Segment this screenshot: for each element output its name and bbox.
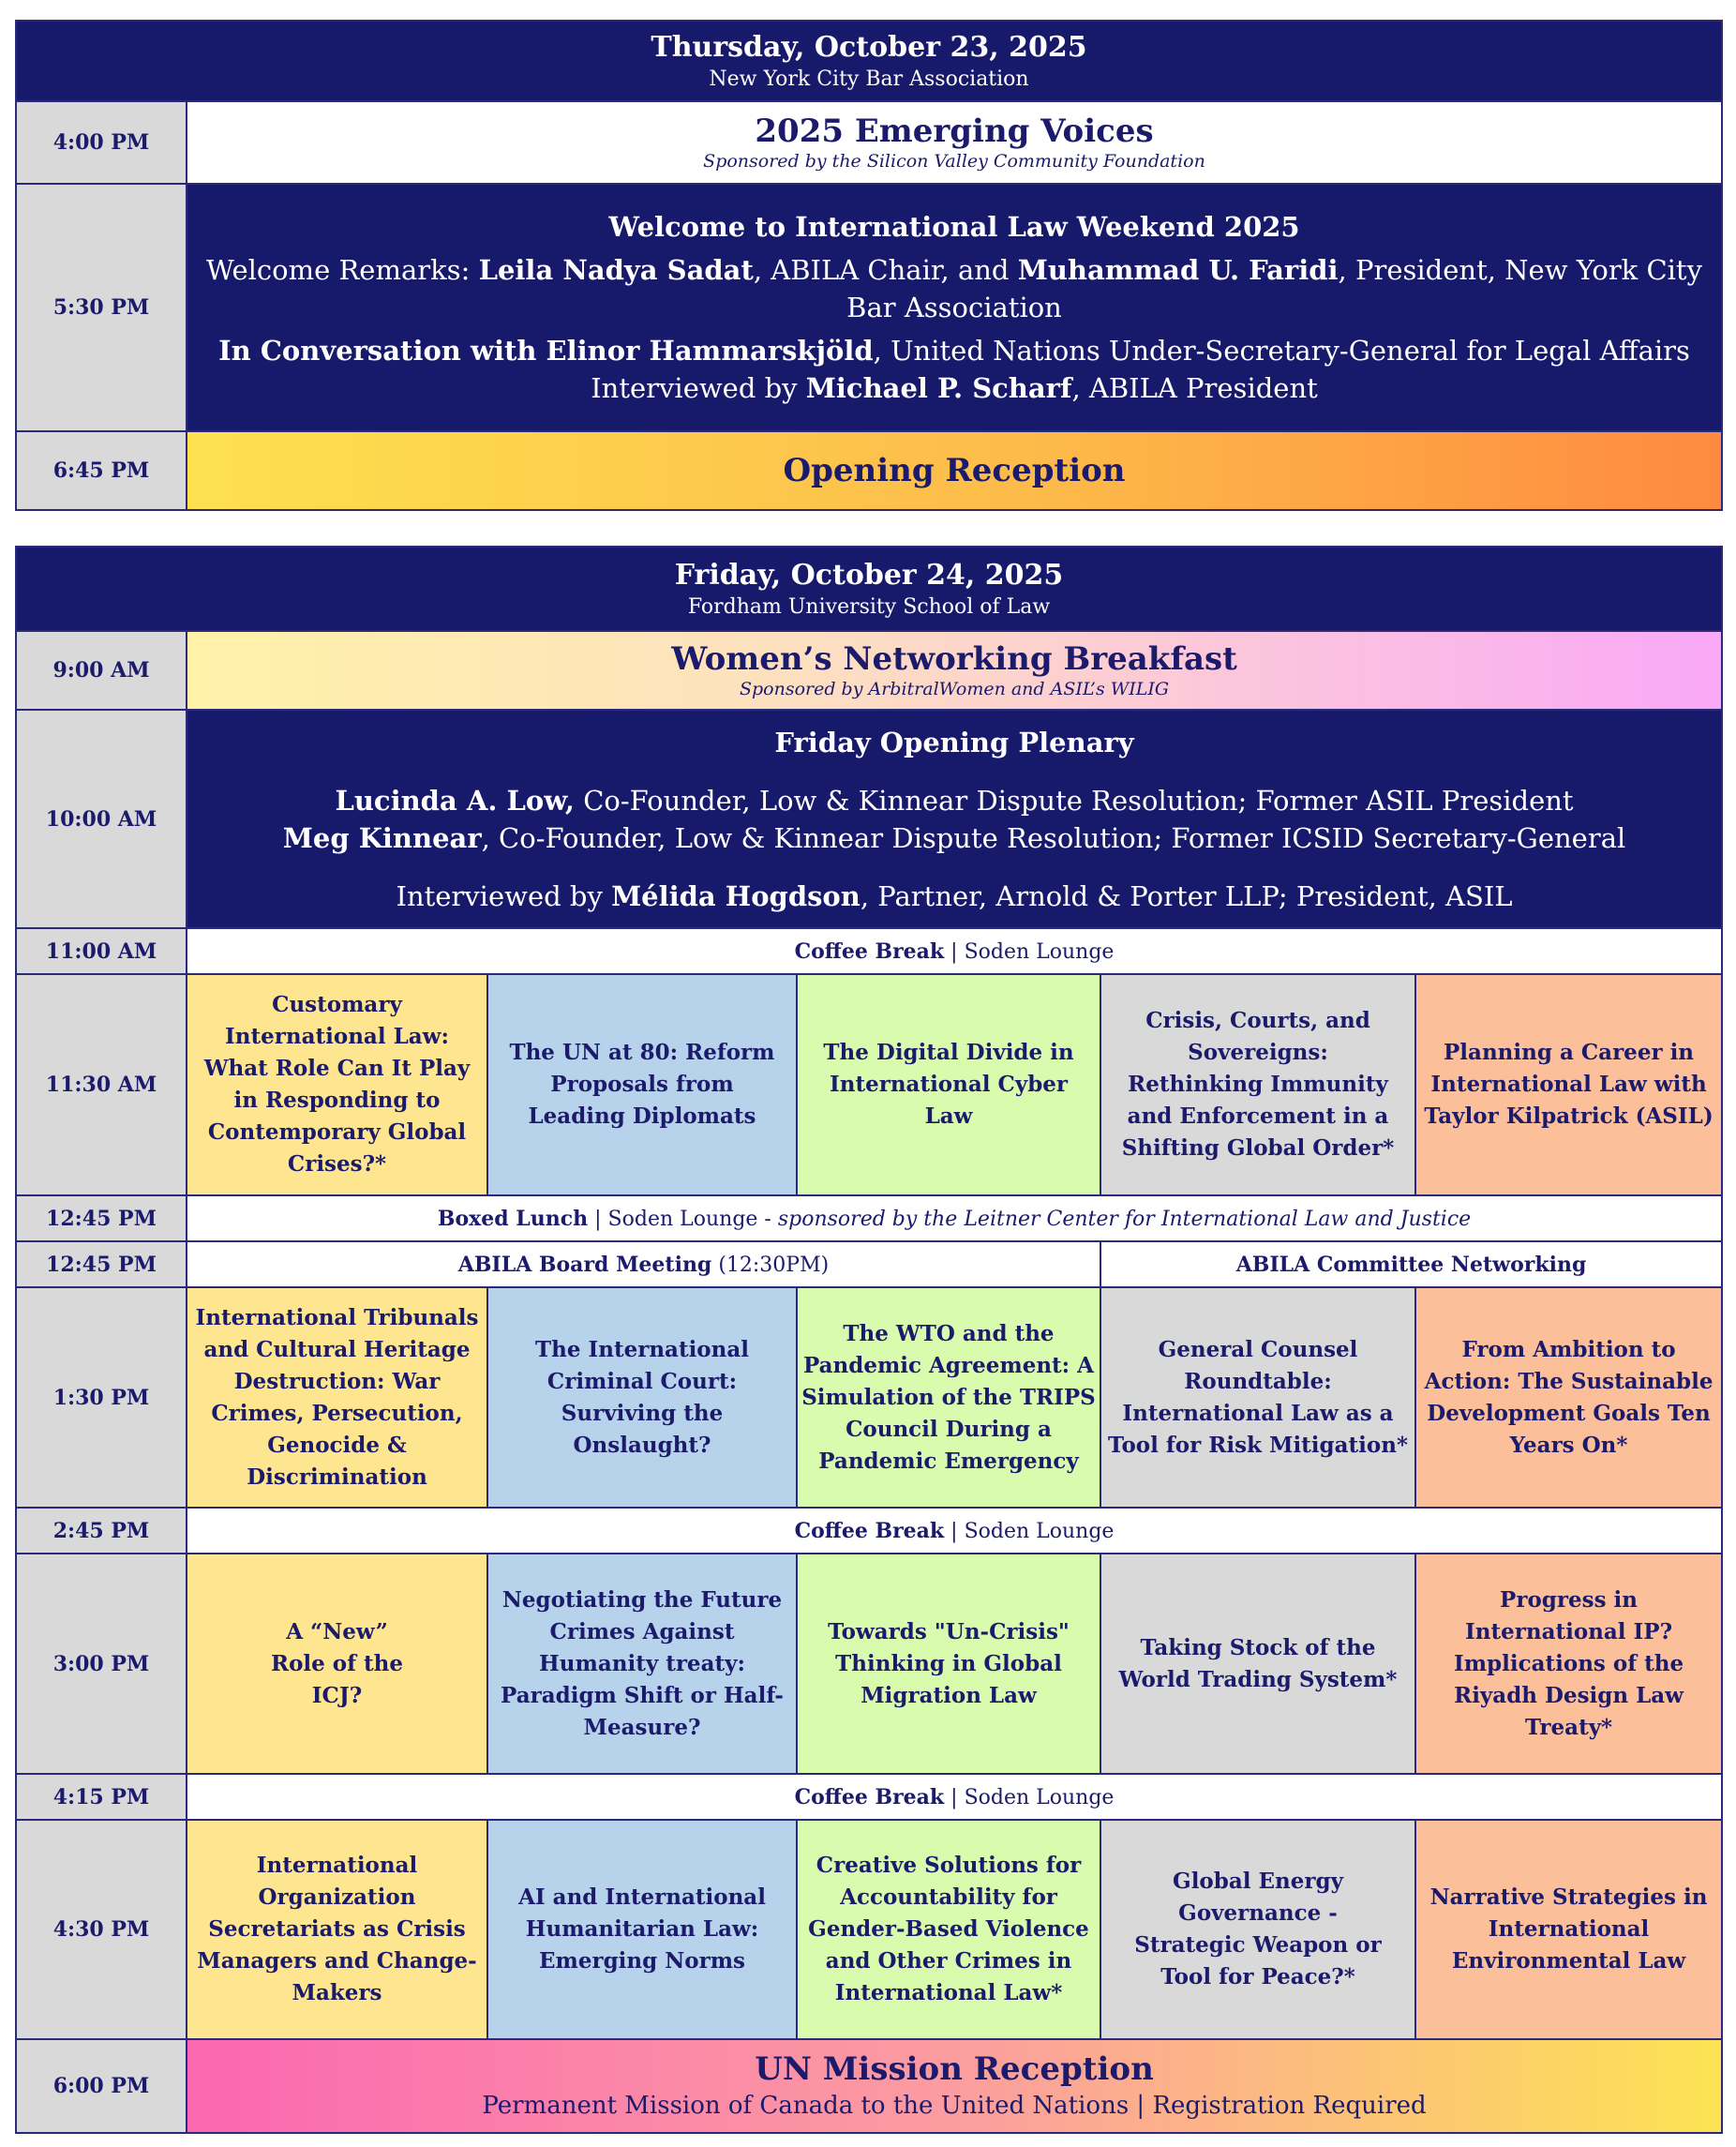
text: , President, New York City Bar Association	[846, 254, 1702, 323]
session-cell: Negotiating the Future Crimes Against Humanity treaty: Paradigm Shift or Half-Measure?	[487, 1554, 797, 1774]
text: , Partner, Arnold & Porter LLP; President, ASIL	[860, 879, 1513, 912]
thursday-day-header	[16, 21, 1722, 101]
text: , ABILA Chair, and	[753, 254, 1018, 286]
session-cell: AI and International Humanitarian Law: Emerging Norms	[487, 1820, 797, 2039]
interviewer-line	[197, 369, 1712, 407]
break-location: | Soden Lounge	[944, 1519, 1115, 1543]
time-cell: 2:45 PM	[16, 1508, 187, 1554]
break-label: Coffee Break	[794, 938, 945, 964]
session-cell: General Counsel Roundtable: International Law as a Tool for Risk Mitigation*	[1100, 1287, 1415, 1508]
friday-schedule	[15, 546, 1723, 2134]
break-label: Coffee Break	[794, 1784, 945, 1809]
boxed-lunch	[187, 1195, 1722, 1241]
event-title: 2025 Emerging Voices	[755, 113, 1154, 150]
session-cell: The International Criminal Court: Surviving the Onslaught?	[487, 1287, 797, 1508]
time-cell: 6:45 PM	[16, 431, 187, 510]
speaker-name: Lucinda A. Low,	[335, 784, 575, 817]
time-cell: 12:45 PM	[16, 1241, 187, 1287]
event-title: UN Mission Reception	[755, 2050, 1154, 2088]
session-cell: International Organization Secretariats as Crisis Managers and Change-Makers	[187, 1820, 487, 2039]
break-location: | Soden Lounge	[944, 939, 1115, 964]
board-note: (12:30PM)	[711, 1253, 830, 1277]
session-cell: Towards "Un-Crisis" Thinking in Global Migration Law	[797, 1554, 1100, 1774]
conversation-line	[197, 332, 1712, 369]
welcome-remarks	[197, 251, 1712, 326]
coffee-break	[187, 1774, 1722, 1820]
event-title: Opening Reception	[783, 452, 1126, 489]
time-cell: 4:30 PM	[16, 1820, 187, 2039]
time-cell: 4:15 PM	[16, 1774, 187, 1820]
time-cell: 5:30 PM	[16, 184, 187, 431]
text: , United Nations Under-Secretary-General for Legal Affairs	[873, 335, 1690, 367]
session-cell: Planning a Career in International Law with Taylor Kilpatrick (ASIL)	[1415, 974, 1722, 1195]
time-cell: 11:00 AM	[16, 928, 187, 974]
session-cell: The WTO and the Pandemic Agreement: A Simulation of the TRIPS Council During a Pandemic Emergency	[797, 1287, 1100, 1508]
event-sponsor: Sponsored by the Silicon Valley Community Foundation	[703, 151, 1205, 172]
speaker-name: In Conversation with Elinor Hammarskjöld	[218, 335, 874, 367]
speaker-line	[191, 819, 1717, 857]
time-cell: 10:00 AM	[16, 710, 187, 928]
text: Welcome Remarks:	[206, 254, 479, 286]
text: , ABILA President	[1071, 372, 1318, 404]
session-cell: The Digital Divide in International Cyber Law	[797, 974, 1100, 1195]
session-cell: Narrative Strategies in International Environmental Law	[1415, 1820, 1722, 2039]
text: Co-Founder, Low & Kinnear Dispute Resolution; Former ASIL President	[574, 784, 1574, 817]
time-cell: 11:30 AM	[16, 974, 187, 1195]
speaker-name: Mélida Hogdson	[611, 879, 861, 912]
session-cell: Crisis, Courts, and Sovereigns: Rethinking Immunity and Enforcement in a Shifting Global Order*	[1100, 974, 1415, 1195]
event-title: Women’s Networking Breakfast	[671, 640, 1237, 678]
session-cell: Taking Stock of the World Trading System*	[1100, 1554, 1415, 1774]
session-cell: A “New” Role of the ICJ?	[187, 1554, 487, 1774]
session-cell: From Ambition to Action: The Sustainable Development Goals Ten Years On*	[1415, 1287, 1722, 1508]
session-cell: The UN at 80: Reform Proposals from Leading Diplomats	[487, 974, 797, 1195]
lunch-location: | Soden Lounge -	[588, 1207, 778, 1231]
event-subtitle: Permanent Mission of Canada to the United Nations | Registration Required	[482, 2092, 1427, 2120]
time-cell: 12:45 PM	[16, 1195, 187, 1241]
speaker-line	[191, 782, 1717, 819]
event-title: Friday Opening Plenary	[774, 726, 1134, 758]
welcome-event	[187, 184, 1722, 431]
venue: Fordham University School of Law	[687, 595, 1051, 619]
break-label: Coffee Break	[794, 1518, 945, 1543]
board-meeting	[187, 1241, 1100, 1287]
un-mission-reception-event	[187, 2039, 1722, 2133]
interviewer-line	[191, 878, 1717, 915]
time-cell: 9:00 AM	[16, 631, 187, 710]
venue: New York City Bar Association	[709, 68, 1029, 91]
thursday-schedule	[15, 20, 1723, 511]
day-title: Friday, October 24, 2025	[674, 559, 1064, 592]
committee-networking	[1100, 1241, 1722, 1287]
text: Interviewed by	[396, 879, 612, 912]
coffee-break	[187, 1508, 1722, 1554]
networking-label: ABILA Committee Networking	[1235, 1252, 1587, 1277]
time-cell: 1:30 PM	[16, 1287, 187, 1508]
time-cell: 3:00 PM	[16, 1554, 187, 1774]
board-label: ABILA Board Meeting	[457, 1252, 712, 1277]
event-title: Welcome to International Law Weekend 2025	[608, 211, 1300, 243]
speaker-name: Leila Nadya Sadat	[478, 254, 754, 286]
friday-day-header	[16, 547, 1722, 631]
lunch-label: Boxed Lunch	[437, 1206, 589, 1231]
break-location: | Soden Lounge	[944, 1785, 1115, 1809]
lunch-sponsor: sponsored by the Leitner Center for International Law and Justice	[777, 1207, 1472, 1231]
opening-plenary-event	[187, 710, 1722, 928]
day-title: Thursday, October 23, 2025	[651, 31, 1087, 64]
event-sponsor: Sponsored by ArbitralWomen and ASIL’s WILIG	[739, 679, 1170, 699]
emerging-voices-event	[187, 101, 1722, 184]
session-cell: Customary International Law: What Role Can It Play in Responding to Contemporary Global Crises?*	[187, 974, 487, 1195]
opening-reception-event	[187, 431, 1722, 510]
text: , Co-Founder, Low & Kinnear Dispute Resolution; Former ICSID Secretary-General	[481, 821, 1626, 854]
speaker-name: Meg Kinnear	[282, 821, 482, 854]
session-cell: Global Energy Governance - Strategic Weapon or Tool for Peace?*	[1100, 1820, 1415, 2039]
session-cell: Creative Solutions for Accountability for Gender-Based Violence and Other Crimes in International Law*	[797, 1820, 1100, 2039]
speaker-name: Muhammad U. Faridi	[1017, 254, 1339, 286]
coffee-break	[187, 928, 1722, 974]
session-cell: Progress in International IP? Implications of the Riyadh Design Law Treaty*	[1415, 1554, 1722, 1774]
time-cell: 6:00 PM	[16, 2039, 187, 2133]
time-cell: 4:00 PM	[16, 101, 187, 184]
womens-breakfast-event	[187, 631, 1722, 710]
text: Interviewed by	[591, 372, 806, 404]
session-cell: International Tribunals and Cultural Heritage Destruction: War Crimes, Persecution, Genocide & Discrimination	[187, 1287, 487, 1508]
speaker-name: Michael P. Scharf	[805, 372, 1072, 404]
